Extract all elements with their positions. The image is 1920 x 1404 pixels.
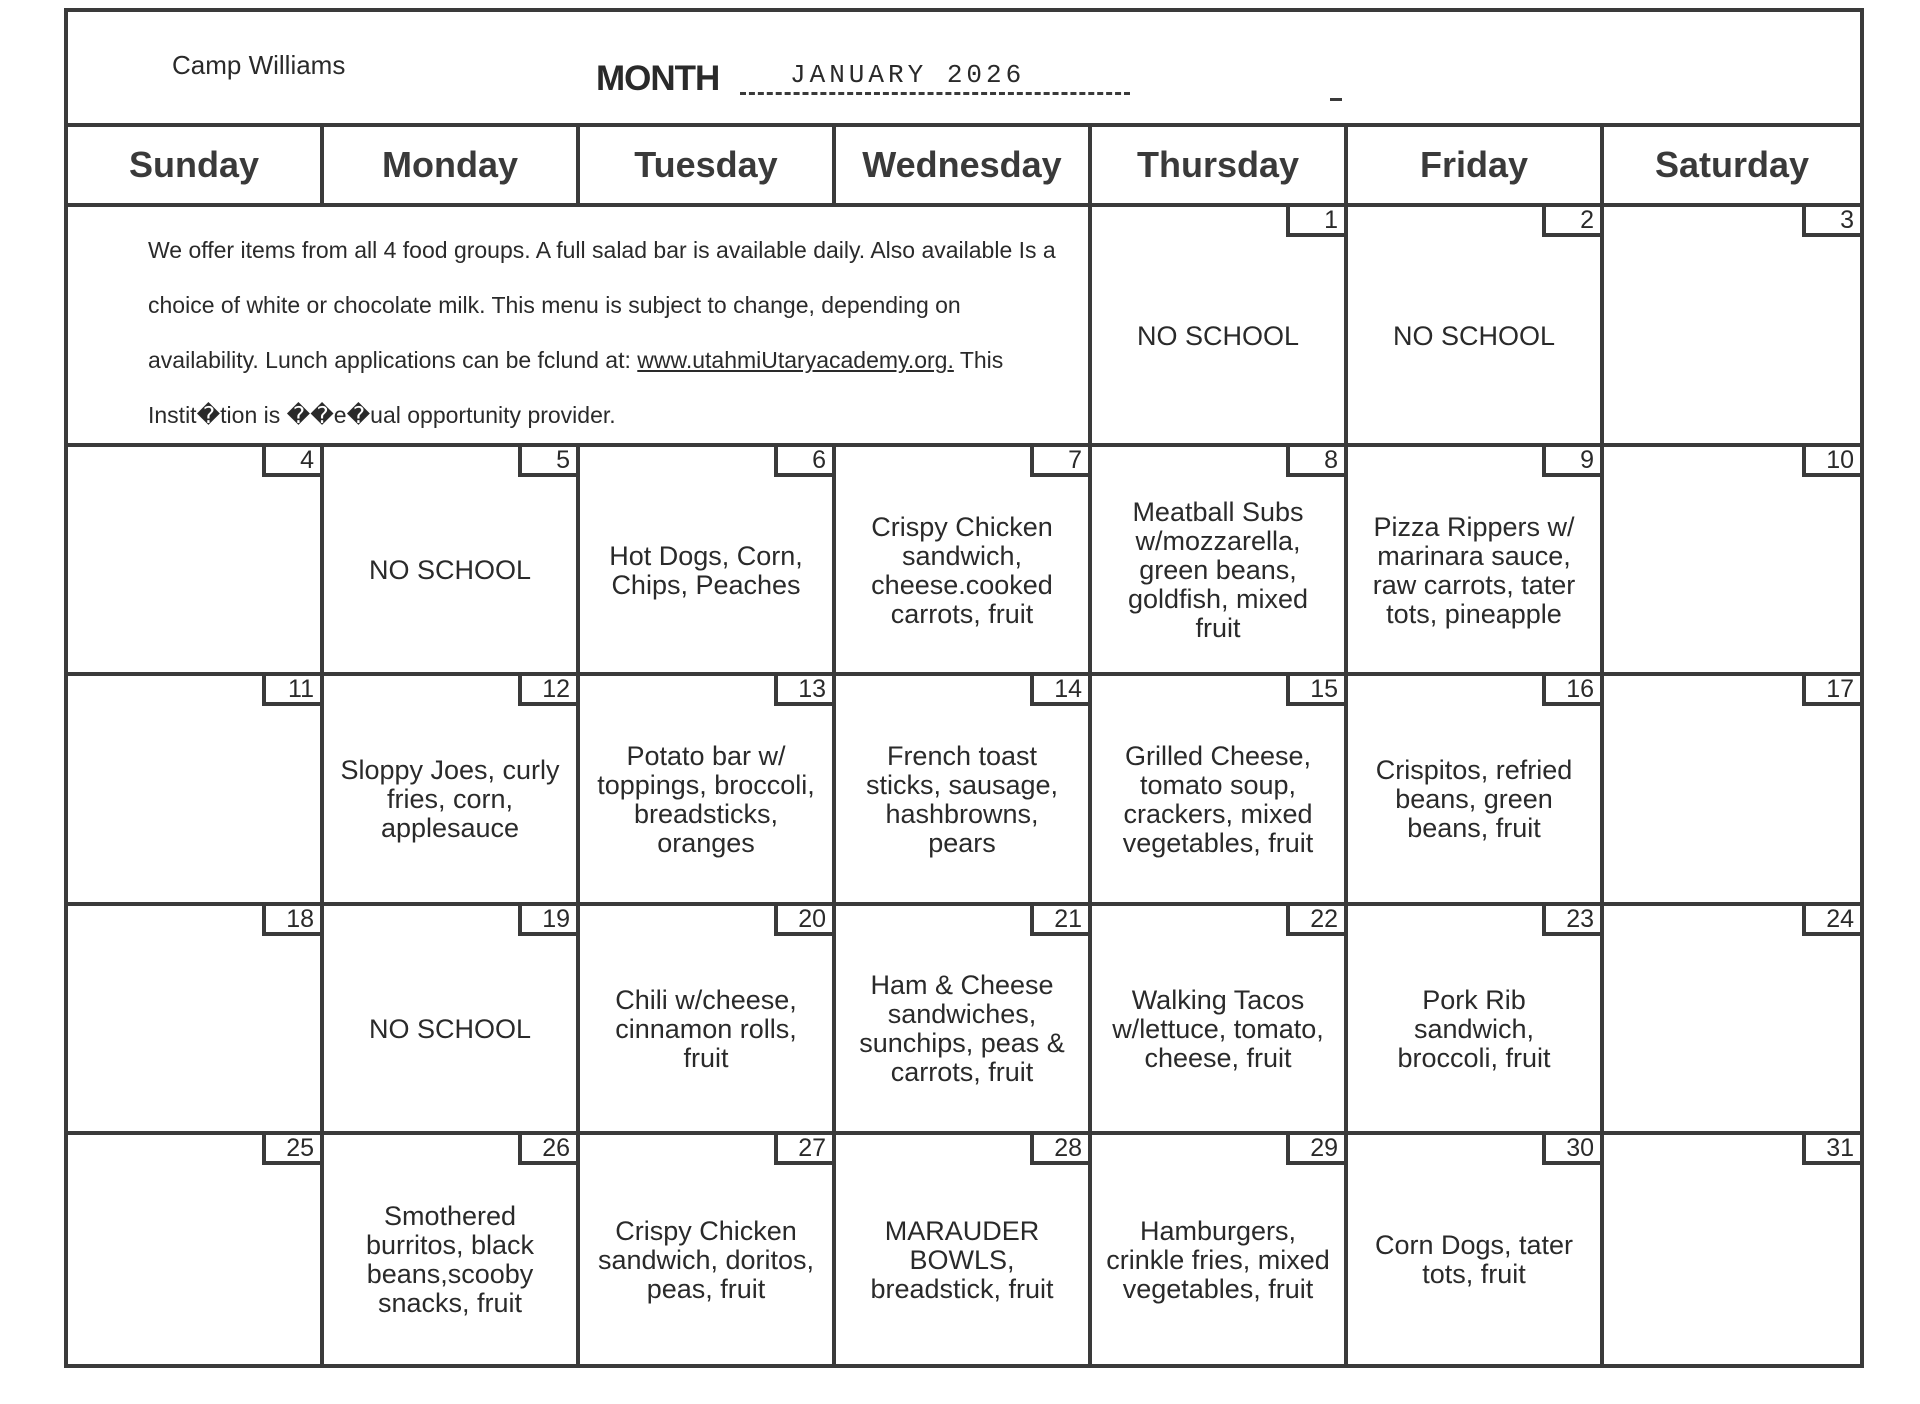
menu-info-notice — [68, 207, 1092, 447]
weekday-thursday: Thursday — [1092, 127, 1348, 203]
menu-text — [1720, 308, 1744, 342]
date-number: 28 — [1030, 1135, 1088, 1165]
menu-text — [182, 1232, 206, 1266]
menu-text: Walking Tacos w/lettuce, tomato, cheese, fruit — [1112, 984, 1324, 1073]
day-cell — [68, 906, 324, 1135]
date-number: 18 — [262, 906, 320, 936]
day-cell — [1092, 906, 1348, 1135]
day-cell — [1348, 1135, 1604, 1364]
menu-text: Hamburgers, crinkle fries, mixed vegetables, fruit — [1106, 1215, 1330, 1304]
weekday-tuesday: Tuesday — [580, 127, 836, 203]
menu-text: Crispy Chicken sandwich, doritos, peas, fruit — [597, 1215, 815, 1304]
day-cell — [1092, 676, 1348, 905]
date-number: 19 — [518, 906, 576, 936]
menu-text: Ham & Cheese sandwiches, sunchips, peas & carrots, fruit — [859, 970, 1065, 1088]
date-number: 21 — [1030, 906, 1088, 936]
weekday-saturday: Saturday — [1654, 144, 1810, 185]
menu-text — [1720, 543, 1744, 577]
day-cell — [1092, 447, 1348, 676]
date-number: 17 — [1802, 676, 1860, 706]
day-cell — [1092, 1135, 1348, 1364]
info-text-end: This Instit�tion is ��e�ual opportunity provider. — [148, 347, 1004, 428]
weekday-sunday: Sunday — [68, 127, 324, 203]
day-cell — [1604, 906, 1860, 1135]
menu-text: MARAUDER BOWLS, breadstick, fruit — [870, 1215, 1054, 1304]
day-cell — [1604, 676, 1860, 905]
menu-text: Smothered burritos, black beans,scooby snacks, fruit — [365, 1201, 535, 1319]
day-cell — [580, 906, 836, 1135]
weekday-header-row — [68, 127, 1860, 207]
info-text: We offer items from all 4 food groups. A full salad bar is available daily. Also available Is a choice of white or chocolate milk. This menu is subject to change, depending on availability. Lunch applications can be fclund at: — [148, 237, 1056, 373]
calendar-header — [68, 12, 1860, 127]
day-cell — [68, 447, 324, 676]
menu-text — [1720, 772, 1744, 806]
menu-text — [182, 772, 206, 806]
date-number: 1 — [1286, 207, 1344, 237]
date-number: 20 — [774, 906, 832, 936]
day-cell — [1348, 906, 1604, 1135]
month-line-dash — [1330, 98, 1342, 101]
menu-text: Crispy Chicken sandwich, cheese.cooked carrots, fruit — [871, 511, 1053, 629]
date-number: 9 — [1542, 447, 1600, 477]
date-number: 13 — [774, 676, 832, 706]
date-number: 24 — [1802, 906, 1860, 936]
day-cell — [324, 1135, 580, 1364]
day-cell — [1604, 1135, 1860, 1364]
day-cell — [1604, 447, 1860, 676]
menu-text — [1720, 1001, 1744, 1035]
day-cell — [580, 1135, 836, 1364]
day-cell — [580, 447, 836, 676]
menu-text: Corn Dogs, tater tots, fruit — [1374, 1230, 1574, 1290]
calendar-sheet — [64, 8, 1864, 1368]
date-number: 6 — [774, 447, 832, 477]
menu-text: NO SCHOOL — [368, 1013, 532, 1044]
lunch-application-link[interactable]: www.utahmiUtaryacademy.org. — [637, 347, 954, 373]
date-number: 16 — [1542, 676, 1600, 706]
day-cell — [836, 676, 1092, 905]
date-number: 31 — [1802, 1135, 1860, 1165]
menu-text: Pizza Rippers w/ marinara sauce, raw carrots, tater tots, pineapple — [1372, 511, 1576, 629]
calendar-grid — [68, 207, 1860, 1364]
month-value: JANUARY 2026 — [740, 60, 1130, 95]
date-number: 23 — [1542, 906, 1600, 936]
menu-text: Pork Rib sandwich, broccoli, fruit — [1397, 984, 1551, 1073]
weekday-wednesday: Wednesday — [836, 127, 1092, 203]
menu-text — [182, 543, 206, 577]
day-cell — [68, 1135, 324, 1364]
day-cell — [1092, 207, 1348, 447]
menu-text: NO SCHOOL — [368, 555, 532, 586]
menu-text: Potato bar w/ toppings, broccoli, breadsticks, oranges — [597, 740, 815, 858]
date-number: 26 — [518, 1135, 576, 1165]
date-number: 3 — [1802, 207, 1860, 237]
date-number: 27 — [774, 1135, 832, 1165]
date-number: 5 — [518, 447, 576, 477]
date-number: 4 — [262, 447, 320, 477]
weekday-friday: Friday — [1348, 127, 1604, 203]
date-number: 30 — [1542, 1135, 1600, 1165]
date-number: 11 — [262, 676, 320, 706]
menu-text: Crispitos, refried beans, green beans, fruit — [1375, 755, 1573, 844]
day-cell — [1604, 207, 1860, 447]
menu-text: Grilled Cheese, tomato soup, crackers, mixed vegetables, fruit — [1122, 740, 1314, 858]
date-number: 7 — [1030, 447, 1088, 477]
date-number: 22 — [1286, 906, 1344, 936]
day-cell — [324, 447, 580, 676]
date-number: 10 — [1802, 447, 1860, 477]
date-number: 2 — [1542, 207, 1600, 237]
day-cell — [1348, 676, 1604, 905]
menu-text — [1720, 1232, 1744, 1266]
menu-text: NO SCHOOL — [1136, 320, 1300, 351]
day-cell — [1348, 447, 1604, 676]
menu-text: Sloppy Joes, curly fries, corn, applesauce — [340, 755, 560, 844]
day-cell — [68, 676, 324, 905]
school-name: Camp Williams — [172, 50, 346, 80]
day-cell — [324, 676, 580, 905]
menu-text: Meatball Subs w/mozzarella, green beans, goldfish, mixed fruit — [1127, 497, 1309, 644]
day-cell — [836, 1135, 1092, 1364]
date-number: 12 — [518, 676, 576, 706]
date-number: 14 — [1030, 676, 1088, 706]
menu-text: NO SCHOOL — [1392, 320, 1556, 351]
date-number: 25 — [262, 1135, 320, 1165]
menu-text: Chili w/cheese, cinnamon rolls, fruit — [615, 984, 797, 1073]
month-label: MONTH — [596, 59, 720, 98]
date-number: 15 — [1286, 676, 1344, 706]
day-cell — [1348, 207, 1604, 447]
weekday-monday: Monday — [324, 127, 580, 203]
day-cell — [324, 906, 580, 1135]
date-number: 8 — [1286, 447, 1344, 477]
day-cell — [580, 676, 836, 905]
menu-text: Hot Dogs, Corn, Chips, Peaches — [609, 540, 803, 600]
menu-text: French toast sticks, sausage, hashbrowns, pears — [865, 740, 1059, 858]
menu-text — [182, 1001, 206, 1035]
day-cell — [836, 447, 1092, 676]
date-number: 29 — [1286, 1135, 1344, 1165]
day-cell — [836, 906, 1092, 1135]
